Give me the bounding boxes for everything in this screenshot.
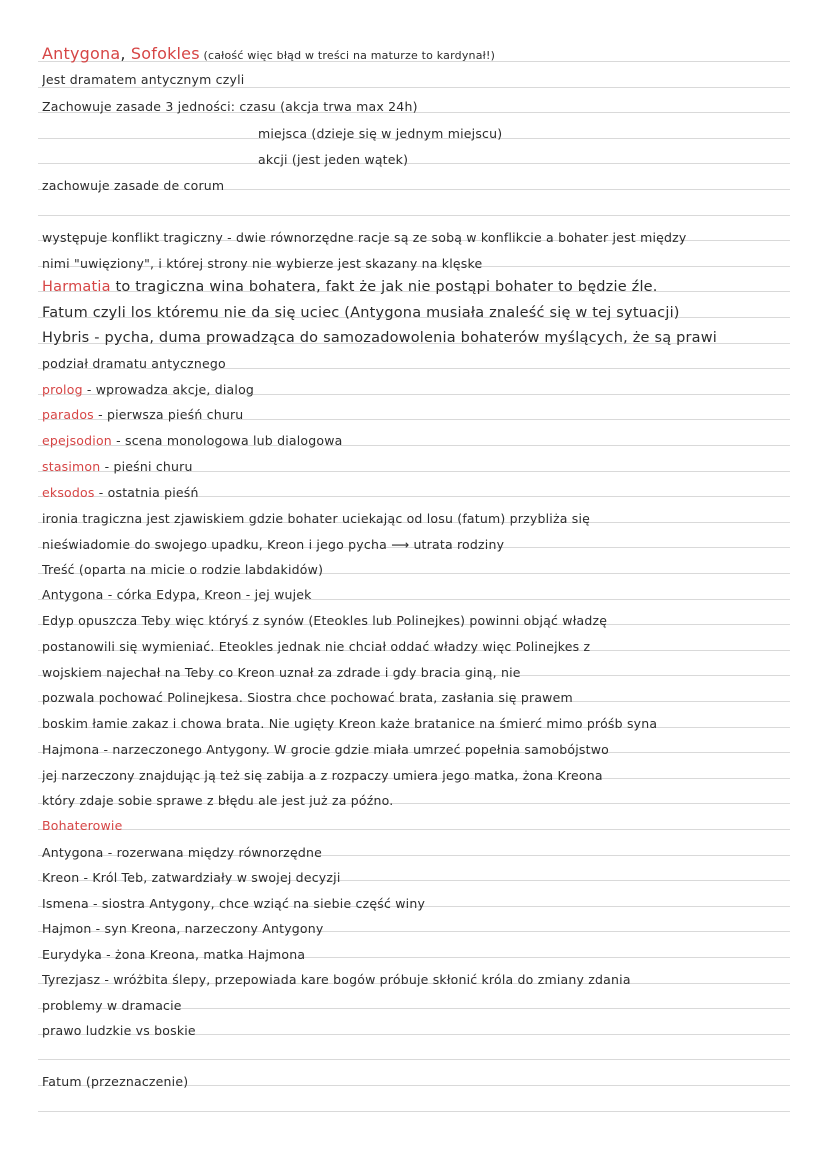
term-parados: parados (42, 407, 94, 422)
note-line: Hajmon - syn Kreona, narzeczony Antygony (42, 921, 324, 936)
note-line: boskim łamie zakaz i chowa brata. Nie ugięty Kreon każe bratanice na śmierć mimo próśb syna (42, 716, 658, 731)
note-line: nimi "uwięziony", i której strony nie wybierze jest skazany na klęske (42, 256, 483, 271)
note-line: ironia tragiczna jest zjawiskiem gdzie bohater uciekając od losu (fatum) przybliża się (42, 511, 591, 526)
term-harmatia: Harmatia (42, 279, 111, 295)
eksodos-line (42, 485, 800, 500)
title-work: Antygona (42, 44, 121, 63)
ruled-line (38, 87, 790, 88)
section-heading-bohaterowie: Bohaterowie (42, 818, 123, 833)
note-line: Kreon - Król Teb, zatwardziały w swojej decyzji (42, 870, 341, 885)
ruled-line (38, 1111, 790, 1112)
title-sep: , (120, 44, 131, 63)
note-line: Tyrezjasz - wróżbita ślepy, przepowiada kare bogów próbuje skłonić króla do zmiany zdania (42, 972, 631, 987)
ruled-line (38, 215, 790, 216)
note-line: postanowili się wymieniać. Eteokles jednak nie chciał oddać władzy więc Polinejkes z (42, 639, 591, 654)
note-line: Edyp opuszcza Teby więc któryś z synów (Eteokles lub Polinejkes) powinni objąć władzę (42, 613, 608, 628)
stasimon-line (42, 459, 800, 474)
note-line: pozwala pochować Polinejkesa. Siostra chce pochować brata, zasłania się prawem (42, 690, 573, 705)
note-line: Treść (oparta na micie o rodzie labdakidów) (42, 562, 324, 577)
note-line: wojskiem najechał na Teby co Kreon uznał za zdrade i gdy bracia giną, nie (42, 665, 521, 680)
prolog-line (42, 382, 800, 397)
note-line: akcji (jest jeden wątek) (258, 152, 409, 167)
note-line: podział dramatu antycznego (42, 356, 226, 371)
parados-def: - pierwsza pieśń churu (93, 407, 244, 422)
note-line: który zdaje sobie sprawe z błędu ale jest już za późno. (42, 793, 394, 808)
ruled-line (38, 1059, 790, 1060)
note-line: Hybris - pycha, duma prowadząca do samozadowolenia bohaterów myślących, że są prawi (42, 330, 718, 346)
epejsodion-def: - scena monologowa lub dialogowa (111, 433, 343, 448)
stasimon-def: - pieśni churu (100, 459, 193, 474)
note-line: prawo ludzkie vs boskie (42, 1023, 196, 1038)
note-line: miejsca (dzieje się w jednym miejscu) (258, 126, 503, 141)
note-line: problemy w dramacie (42, 998, 182, 1013)
term-prolog: prolog (42, 382, 83, 397)
harmatia-line (42, 279, 800, 295)
prolog-def: - wprowadza akcje, dialog (82, 382, 255, 397)
note-line: Antygona - rozerwana między równorzędne (42, 845, 322, 860)
note-line: Eurydyka - żona Kreona, matka Hajmona (42, 947, 306, 962)
parados-line (42, 407, 800, 422)
irony-line-2 (42, 537, 800, 552)
irony-result: utrata rodziny (413, 537, 505, 552)
note-line: Antygona - córka Edypa, Kreon - jej wujek (42, 587, 312, 602)
note-line: zachowuje zasade de corum (42, 178, 225, 193)
note-line: występuje konflikt tragiczny - dwie równorzędne racje są ze sobą w konflikcie a bohater jest między (42, 230, 687, 245)
epejsodion-line (42, 433, 800, 448)
term-epejsodion: epejsodion (42, 433, 112, 448)
note-line: Fatum czyli los któremu nie da się uciec (Antygona musiała znaleść się w tej sytuacji) (42, 305, 680, 321)
note-line: Hajmona - narzeczonego Antygony. W grocie gdzie miała umrzeć popełnia samobójstwo (42, 742, 609, 757)
title-note: (całość więc błąd w treści na maturze to kardynał!) (199, 49, 496, 62)
term-stasimon: stasimon (42, 459, 101, 474)
note-line: Zachowuje zasade 3 jedności: czasu (akcja trwa max 24h) (42, 99, 418, 114)
harmatia-def: to tragiczna wina bohatera, fakt że jak nie postąpi bohater to będzie źle. (110, 279, 658, 295)
note-line: Jest dramatem antycznym czyli (42, 72, 245, 87)
note-line: jej narzeczony znajdując ją też się zabija a z rozpaczy umiera jego matka, żona Kreona (42, 768, 603, 783)
term-eksodos: eksodos (42, 485, 95, 500)
irony-text: nieświadomie do swojego upadku, Kreon i jego pycha (42, 537, 387, 552)
note-line: Ismena - siostra Antygony, chce wziąć na siebie część winy (42, 896, 426, 911)
eksodos-def: - ostatnia pieśń (94, 485, 199, 500)
note-line: Fatum (przeznaczenie) (42, 1074, 189, 1089)
title-line (42, 44, 800, 63)
arrow-right-icon: ⟶ (391, 537, 410, 552)
title-author: Sofokles (130, 44, 200, 63)
